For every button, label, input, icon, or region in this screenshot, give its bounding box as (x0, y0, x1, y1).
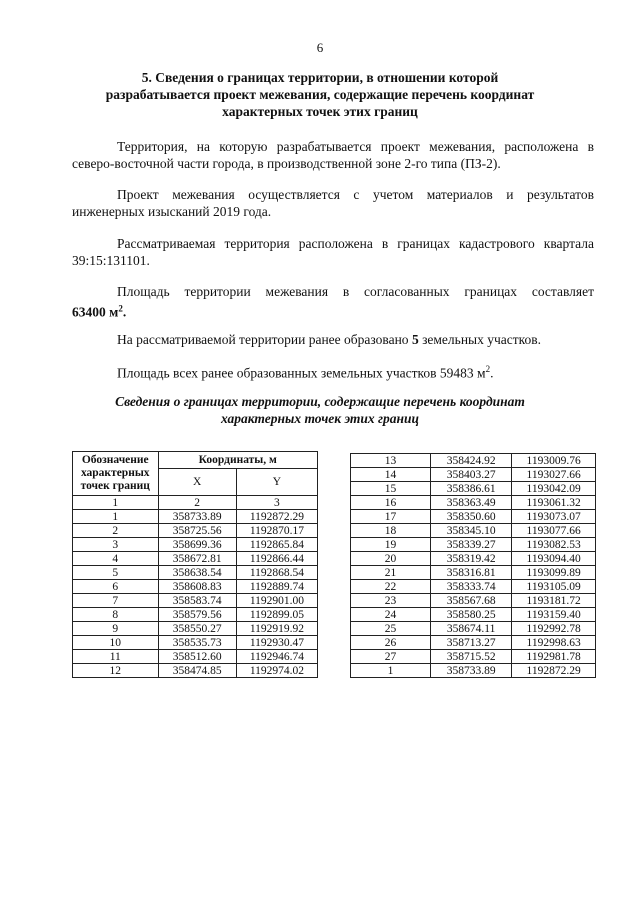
point-cell: 3 (73, 538, 159, 552)
y-cell: 1192872.29 (512, 664, 596, 678)
paragraph-plots-count (72, 331, 594, 348)
table-row (73, 594, 318, 608)
table-row (351, 468, 596, 482)
paragraph-project (72, 186, 594, 220)
x-cell: 358333.74 (431, 580, 512, 594)
table-subheading: Сведения о границах территории, содержащие перечень координат характерных точек этих границ (115, 394, 525, 426)
point-cell: 14 (351, 468, 431, 482)
table-row (351, 650, 596, 664)
area-value: 63400 м (72, 304, 119, 320)
paragraph-line: северо-восточной части города, в производственной зоне 2-го типа (ПЗ-2). (72, 156, 501, 171)
point-cell: 23 (351, 594, 431, 608)
coordinates-table-right (350, 453, 596, 678)
table-row (73, 510, 318, 524)
paragraph-line (72, 361, 594, 382)
table-row (351, 482, 596, 496)
table-row (73, 566, 318, 580)
point-cell: 20 (351, 552, 431, 566)
header-y: Y (236, 469, 317, 496)
table-row (351, 552, 596, 566)
paragraph-line (72, 331, 594, 348)
table-row (351, 664, 596, 678)
paragraph-line (72, 300, 594, 321)
point-cell: 25 (351, 622, 431, 636)
page-number: 6 (316, 40, 324, 55)
x-cell: 358713.27 (431, 636, 512, 650)
table-row (351, 566, 596, 580)
x-cell: 358725.56 (158, 524, 236, 538)
paragraph-territory (72, 138, 594, 172)
x-cell: 358674.11 (431, 622, 512, 636)
y-cell: 1192930.47 (236, 636, 317, 650)
y-cell: 1192919.92 (236, 622, 317, 636)
paragraph-line: 39:15:131101. (72, 253, 150, 268)
y-cell: 1193181.72 (512, 594, 596, 608)
point-cell: 19 (351, 538, 431, 552)
y-cell: 1193099.89 (512, 566, 596, 580)
table-row (351, 510, 596, 524)
plots-count: 5 (411, 332, 419, 347)
x-cell: 358580.25 (431, 608, 512, 622)
table-row (351, 538, 596, 552)
x-cell: 358672.81 (158, 552, 236, 566)
y-cell: 1193009.76 (512, 454, 596, 468)
index-cell: 3 (236, 496, 317, 510)
paragraph-area (72, 283, 594, 321)
header-coords: Координаты, м (158, 452, 318, 469)
x-cell: 358608.83 (158, 580, 236, 594)
x-cell: 358339.27 (431, 538, 512, 552)
table-row (73, 622, 318, 636)
point-cell: 24 (351, 608, 431, 622)
point-cell: 26 (351, 636, 431, 650)
y-cell: 1192998.63 (512, 636, 596, 650)
header-point: Обозначение характерных точек границ (73, 452, 159, 496)
point-cell: 13 (351, 454, 431, 468)
x-cell: 358350.60 (431, 510, 512, 524)
table-row (351, 636, 596, 650)
table-row (73, 664, 318, 678)
point-cell: 1 (73, 510, 159, 524)
x-cell: 358403.27 (431, 468, 512, 482)
x-cell: 358319.42 (431, 552, 512, 566)
plots-text-post: земельных участков. (418, 332, 542, 347)
plots-area-text: Площадь всех ранее образованных земельных участков 59483 м (117, 365, 486, 381)
x-cell: 358567.68 (431, 594, 512, 608)
x-cell: 358474.85 (158, 664, 236, 678)
table-row (351, 622, 596, 636)
table-row (73, 650, 318, 664)
paragraph-line: Площадь территории межевания в согласованных границах составляет (117, 284, 594, 299)
y-cell: 1193105.09 (512, 580, 596, 594)
table-row (73, 552, 318, 566)
section-heading: 5. Сведения о границах территории, в отношении которой разрабатывается проект межевания, содержащие перечень координат характерных точек этих границ (105, 70, 535, 119)
paragraph-line: Проект межевания осуществляется с учетом материалов и результатов (117, 187, 594, 202)
point-cell: 17 (351, 510, 431, 524)
plots-text-pre: На рассматриваемой территории ранее образовано (117, 332, 412, 347)
paragraph-line: Территория, на которую разрабатывается проект межевания, расположена в (117, 139, 594, 154)
point-cell: 18 (351, 524, 431, 538)
y-cell: 1192946.74 (236, 650, 317, 664)
x-cell: 358583.74 (158, 594, 236, 608)
y-cell: 1192872.29 (236, 510, 317, 524)
plots-area-end: . (490, 365, 494, 381)
header-x: X (158, 469, 236, 496)
y-cell: 1192889.74 (236, 580, 317, 594)
y-cell: 1192870.17 (236, 524, 317, 538)
x-cell: 358733.89 (158, 510, 236, 524)
x-cell: 358386.61 (431, 482, 512, 496)
area-unit-sup: 2 (118, 303, 123, 313)
y-cell: 1193159.40 (512, 608, 596, 622)
point-cell: 11 (73, 650, 159, 664)
index-cell: 2 (158, 496, 236, 510)
table-row (73, 524, 318, 538)
point-cell: 2 (73, 524, 159, 538)
table-row (351, 580, 596, 594)
y-cell: 1193094.40 (512, 552, 596, 566)
y-cell: 1192868.54 (236, 566, 317, 580)
x-cell: 358363.49 (431, 496, 512, 510)
paragraph-cadastral (72, 235, 594, 269)
x-cell: 358345.10 (431, 524, 512, 538)
y-cell: 1192866.44 (236, 552, 317, 566)
table-row (73, 608, 318, 622)
point-cell: 7 (73, 594, 159, 608)
table-row (73, 580, 318, 594)
y-cell: 1193077.66 (512, 524, 596, 538)
x-cell: 358638.54 (158, 566, 236, 580)
x-cell: 358316.81 (431, 566, 512, 580)
y-cell: 1193082.53 (512, 538, 596, 552)
y-cell: 1192981.78 (512, 650, 596, 664)
x-cell: 358699.36 (158, 538, 236, 552)
table-row (73, 538, 318, 552)
table-row (351, 496, 596, 510)
point-cell: 9 (73, 622, 159, 636)
x-cell: 358715.52 (431, 650, 512, 664)
y-cell: 1193061.32 (512, 496, 596, 510)
point-cell: 16 (351, 496, 431, 510)
point-cell: 1 (351, 664, 431, 678)
y-cell: 1192974.02 (236, 664, 317, 678)
y-cell: 1192992.78 (512, 622, 596, 636)
y-cell: 1193042.09 (512, 482, 596, 496)
x-cell: 358550.27 (158, 622, 236, 636)
y-cell: 1193027.66 (512, 468, 596, 482)
table-row (351, 524, 596, 538)
point-cell: 4 (73, 552, 159, 566)
x-cell: 358512.60 (158, 650, 236, 664)
paragraph-line: инженерных изысканий 2019 года. (72, 204, 272, 219)
x-cell: 358733.89 (431, 664, 512, 678)
y-cell: 1192899.05 (236, 608, 317, 622)
point-cell: 5 (73, 566, 159, 580)
paragraph-line: Рассматриваемая территория расположена в границах кадастрового квартала (117, 236, 594, 251)
plots-area-sup: 2 (485, 364, 491, 374)
point-cell: 6 (73, 580, 159, 594)
x-cell: 358424.92 (431, 454, 512, 468)
point-cell: 8 (73, 608, 159, 622)
y-cell: 1192901.00 (236, 594, 317, 608)
point-cell: 15 (351, 482, 431, 496)
area-end: . (122, 304, 127, 320)
paragraph-plots-area (72, 361, 594, 382)
table-row (351, 454, 596, 468)
x-cell: 358579.56 (158, 608, 236, 622)
x-cell: 358535.73 (158, 636, 236, 650)
point-cell: 22 (351, 580, 431, 594)
y-cell: 1193073.07 (512, 510, 596, 524)
point-cell: 21 (351, 566, 431, 580)
point-cell: 27 (351, 650, 431, 664)
table-row (351, 608, 596, 622)
point-cell: 10 (73, 636, 159, 650)
y-cell: 1192865.84 (236, 538, 317, 552)
table-row (73, 636, 318, 650)
coordinates-table-left (72, 451, 318, 678)
index-cell: 1 (73, 496, 159, 510)
point-cell: 12 (73, 664, 159, 678)
table-row (351, 594, 596, 608)
